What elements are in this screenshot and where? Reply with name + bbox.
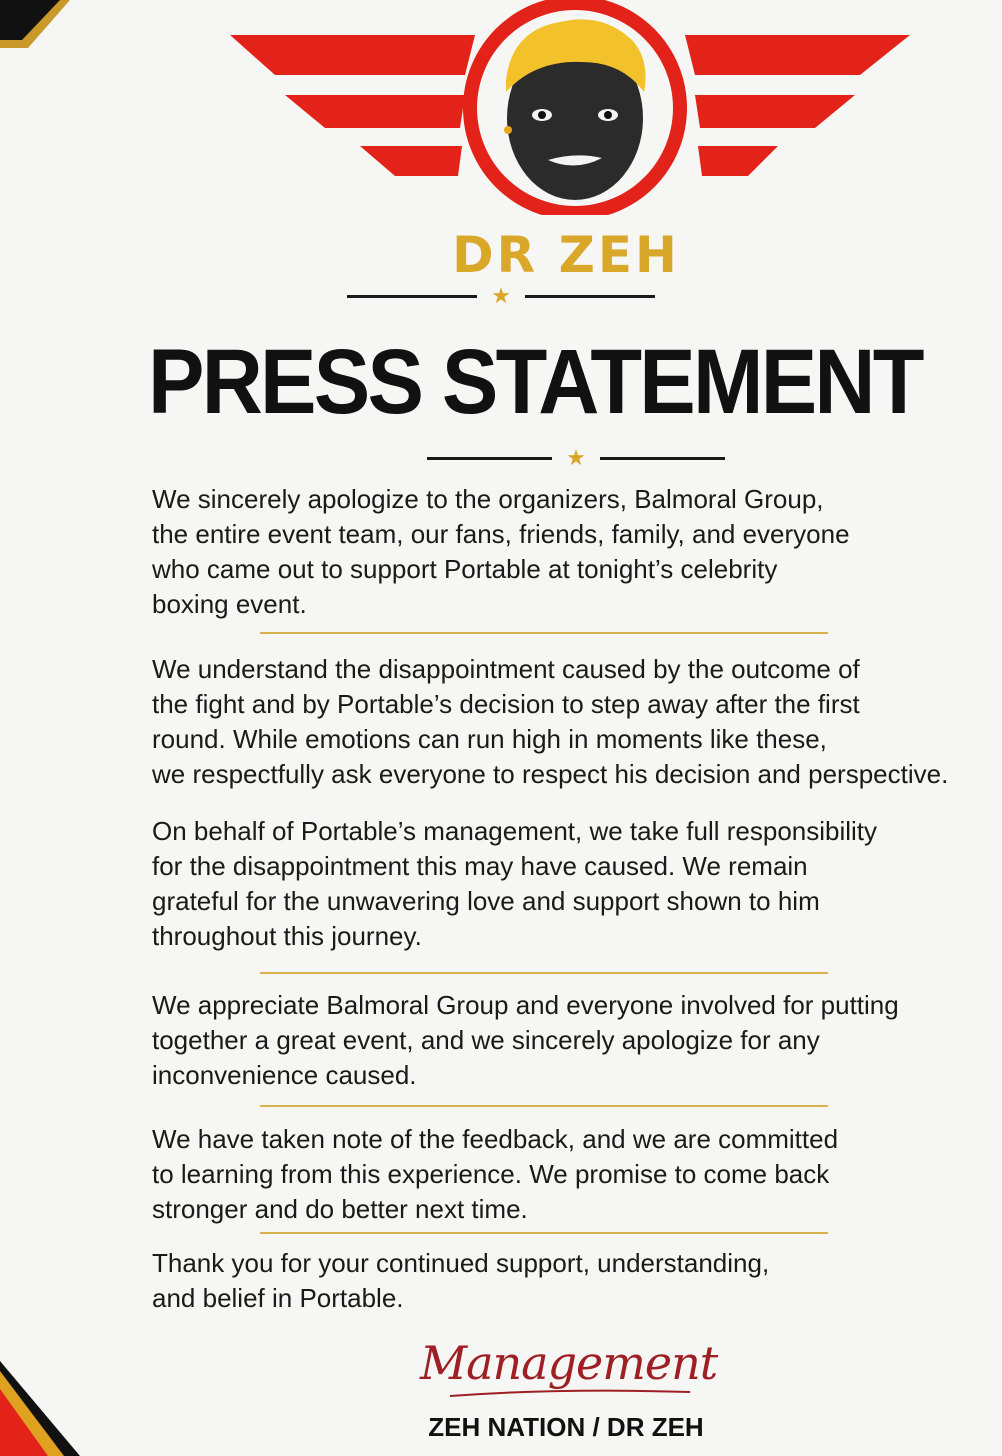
face-icon (504, 19, 646, 200)
statement-paragraph: We sincerely apologize to the organizers, Balmoral Group, the entire event team, our fans, friends, family, and everyone who came out to support Portable at tonight’s celebrity boxing event. (152, 484, 850, 619)
page-title: PRESS STATEMENT (148, 331, 922, 433)
brand-name: DR ZEH (452, 226, 680, 284)
star-icon: ★ (491, 283, 511, 308)
title-divider (0, 445, 1002, 470)
corner-decoration-top (0, 0, 70, 48)
gold-divider (260, 632, 828, 634)
gold-divider (260, 1105, 828, 1107)
statement-paragraph: Thank you for your continued support, understanding, and belief in Portable. (152, 1248, 770, 1313)
right-wing (685, 35, 910, 176)
statement-paragraph: We have taken note of the feedback, and we are committed to learning from this experience. We promise to come back stronger and do better next time. (152, 1124, 839, 1224)
gold-divider (260, 1232, 828, 1234)
management-signature: Management (420, 1336, 720, 1406)
footer-signoff: ZEH NATION / DR ZEH (428, 1412, 704, 1442)
statement-paragraph: We appreciate Balmoral Group and everyone involved for putting together a great event, and we sincerely apologize for any inconvenience caused. (152, 990, 899, 1090)
signature-flourish (420, 1386, 700, 1404)
statement-paragraph: On behalf of Portable’s management, we take full responsibility for the disappointment this may have caused. We remain grateful for the unwavering love and support shown to him throughout this journey. (152, 816, 878, 951)
brand-divider (0, 283, 1002, 308)
gold-divider (260, 972, 828, 974)
brand-emblem (230, 0, 910, 215)
star-icon: ★ (566, 445, 586, 470)
statement-paragraph: We understand the disappointment caused by the outcome of the fight and by Portable’s decision to step away after the first round. While emotions can run high in moments like these, we respectfully ask everyone to respect his decision and perspective. (152, 654, 949, 789)
left-wing (230, 35, 475, 176)
